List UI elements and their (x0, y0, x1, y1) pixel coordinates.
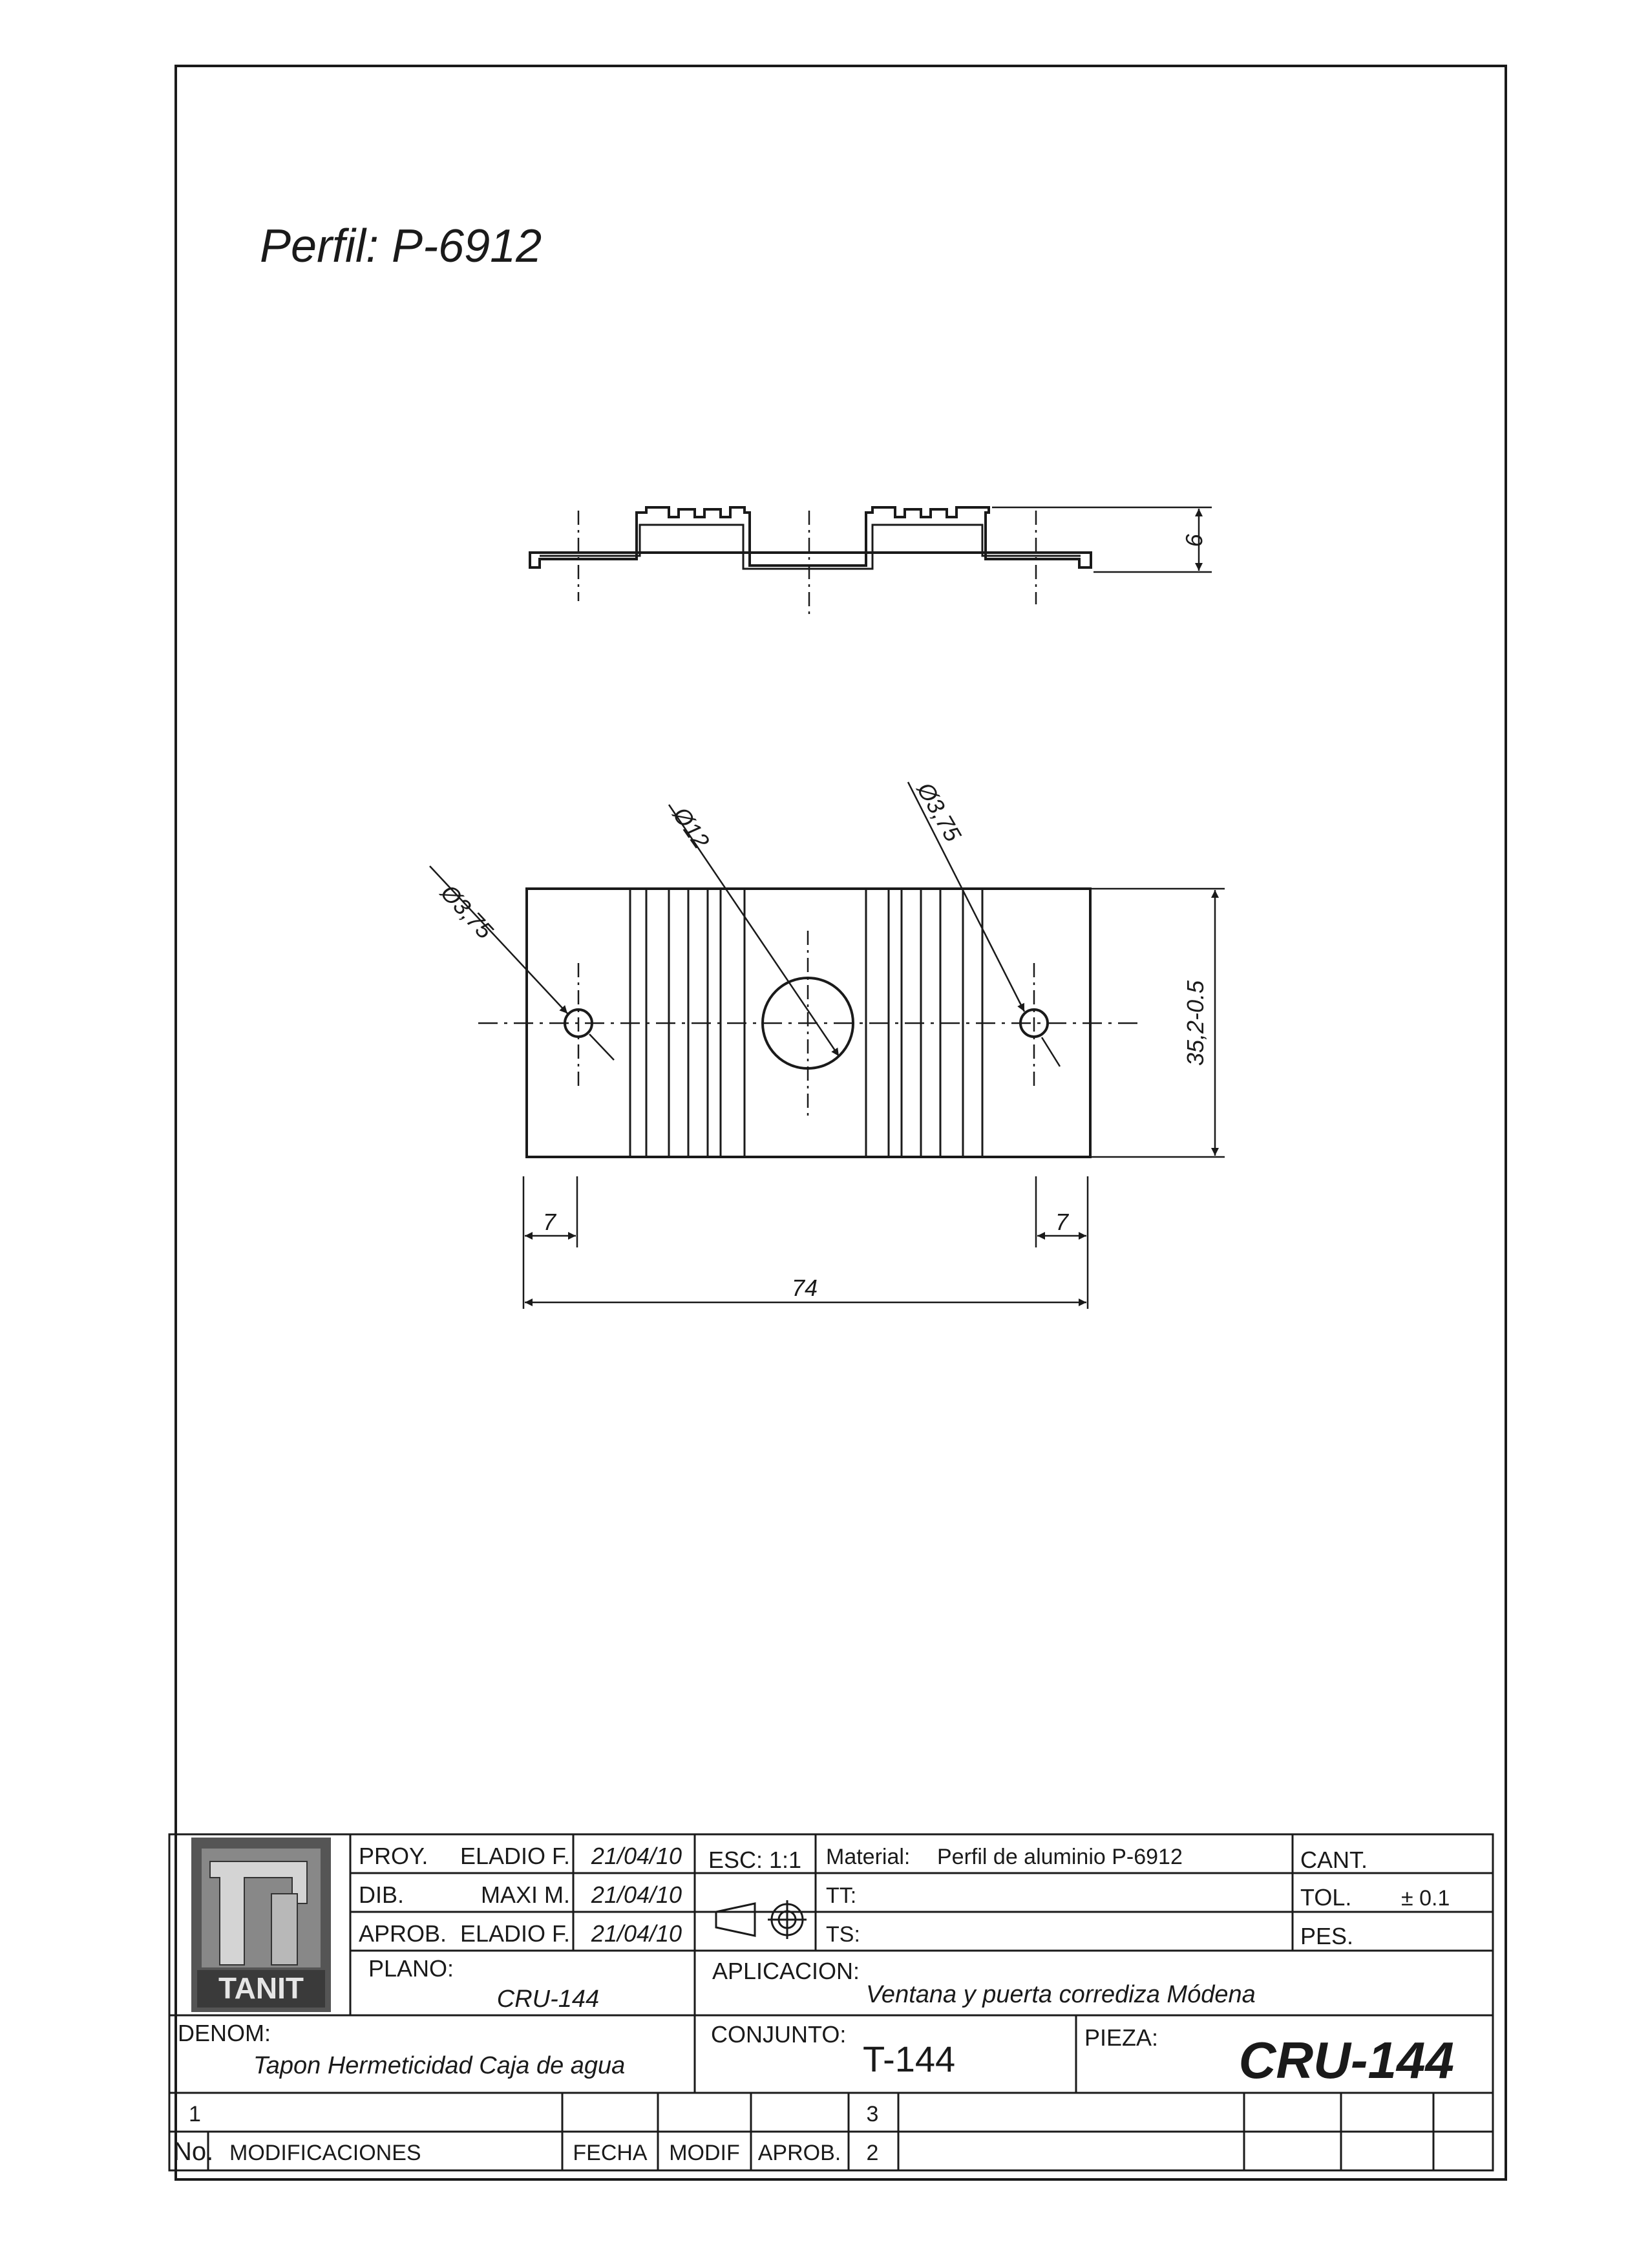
conjunto-value: T-144 (863, 2039, 956, 2079)
plano-value: CRU-144 (496, 1986, 600, 2013)
projection-symbol-icon (716, 1900, 807, 1939)
pieza-value: CRU-144 (1238, 2031, 1454, 2089)
drawing-title: Perfil: P-6912 (260, 220, 542, 272)
dim-offset-right: 7 (1055, 1209, 1069, 1235)
tol-value: ± 0.1 (1401, 1886, 1450, 1911)
dib-label: DIB. (359, 1881, 405, 1908)
material-label: Material: (826, 1845, 911, 1869)
aplicacion-label: APLICACION: (712, 1958, 860, 1984)
aprob-label: APROB. (359, 1920, 447, 1947)
cant-label: CANT. (1300, 1847, 1368, 1873)
mod-row2-index: 2 (866, 2141, 879, 2165)
material-value: Perfil de aluminio P-6912 (937, 1845, 1183, 1869)
dib-date: 21/04/10 (591, 1881, 682, 1908)
dim-width-total: 74 (791, 1275, 818, 1301)
pes-label: PES. (1300, 1923, 1354, 1949)
denom-label: DENOM: (178, 2020, 271, 2046)
mod-no-header: No. (173, 2137, 214, 2166)
mod-row1-index: 3 (866, 2102, 879, 2126)
mod-fecha-header: FECHA (573, 2141, 648, 2165)
dim-height-right: 35,2-0.5 (1182, 980, 1209, 1066)
profile-section-view (530, 507, 1212, 614)
dib-name: MAXI M. (480, 1881, 570, 1908)
mod-modif-header: MODIF (669, 2141, 740, 2165)
pieza-label: PIEZA: (1084, 2024, 1159, 2051)
dim-dia-right: Ø3,75 (912, 778, 967, 846)
aprob-date: 21/04/10 (591, 1920, 682, 1947)
plano-label: PLANO: (368, 1955, 454, 1982)
proy-label: PROY. (359, 1843, 428, 1869)
scale-label: ESC: 1:1 (708, 1847, 802, 1873)
dim-offset-left: 7 (542, 1209, 556, 1235)
ts-label: TS: (826, 1922, 860, 1947)
mod-row1-number: 1 (189, 2102, 201, 2126)
mod-aprob-header: APROB. (757, 2141, 841, 2165)
conjunto-label: CONJUNTO: (711, 2021, 847, 2048)
mod-modificaciones-header: MODIFICACIONES (229, 2141, 421, 2165)
tol-label: TOL. (1300, 1884, 1352, 1911)
dim-dia-center: Ø12 (668, 802, 715, 854)
aprob-name: ELADIO F. (460, 1920, 570, 1947)
aplicacion-value: Ventana y puerta corrediza Módena (866, 1981, 1256, 2008)
dim-dia-left: Ø3,75 (436, 879, 499, 944)
proy-name: ELADIO F. (460, 1843, 570, 1869)
denom-value: Tapon Hermeticidad Caja de agua (253, 2052, 626, 2079)
proy-date: 21/04/10 (591, 1843, 682, 1869)
tt-label: TT: (826, 1883, 857, 1908)
logo-text: TANIT (218, 1971, 304, 2005)
tanit-logo (191, 1838, 331, 2012)
dim-height-top: 9 (1181, 533, 1207, 547)
